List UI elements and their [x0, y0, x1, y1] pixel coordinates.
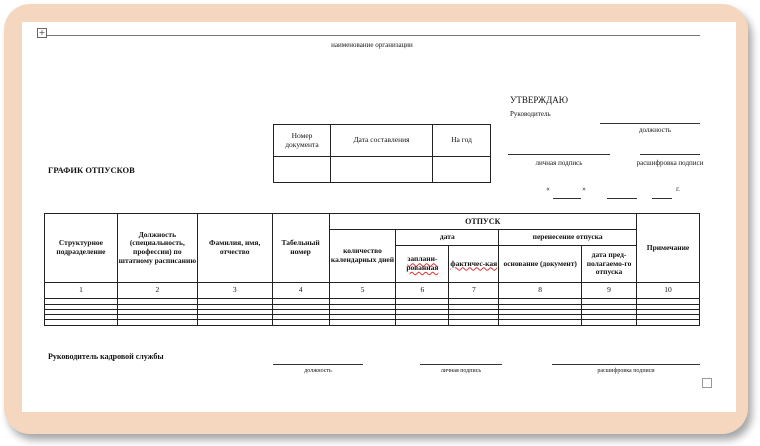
approval-year-line[interactable]: [652, 198, 672, 199]
date-quote-close: »: [582, 185, 586, 193]
hr-position-line[interactable]: [273, 364, 363, 365]
hr-signature-line[interactable]: [420, 364, 502, 365]
document-title: ГРАФИК ОТПУСКОВ: [48, 165, 135, 175]
structural-unit-header: Структурное подразделение: [45, 214, 118, 283]
document-page: [22, 22, 736, 412]
planned-date-header: заплани-рованная: [396, 246, 449, 283]
doc-date-cell[interactable]: [331, 157, 433, 183]
hr-decoding-caption: расшифровка подписи: [597, 368, 655, 374]
hr-decoding-line[interactable]: [552, 364, 700, 365]
table-move-handle-icon[interactable]: +: [38, 28, 46, 37]
year-suffix: г.: [676, 185, 680, 193]
table-row[interactable]: [45, 320, 700, 326]
column-number: 3: [197, 283, 272, 299]
full-name-header: Фамилия, имя, отчество: [197, 214, 272, 283]
approval-role: Руководитель: [510, 110, 551, 118]
column-number: 7: [449, 283, 499, 299]
date-group-header: дата: [396, 230, 499, 246]
doc-year-header: На год: [433, 125, 491, 157]
date-quote-open: «: [546, 185, 550, 193]
doc-date-header: Дата составления: [331, 125, 433, 157]
days-count-header: количество календарных дней: [329, 230, 396, 283]
note-header: Примечание: [637, 214, 700, 283]
approver-signature-line[interactable]: [508, 154, 610, 155]
postpone-group-header: перенесение отпуска: [499, 230, 637, 246]
org-caption: наименование организации: [331, 41, 413, 49]
column-number: 5: [329, 283, 396, 299]
approval-month-line[interactable]: [607, 198, 637, 199]
basis-document-header: основание (документ): [499, 246, 582, 283]
doc-number-header: Номер документа: [274, 125, 331, 157]
column-number: 4: [272, 283, 329, 299]
column-number: 10: [637, 283, 700, 299]
approval-heading: УТВЕРЖДАЮ: [510, 95, 569, 105]
document-info-table: [273, 124, 491, 183]
leave-group-header: ОТПУСК: [329, 214, 636, 230]
tab-number-header: Табельный номер: [272, 214, 329, 283]
vacation-schedule-table: [44, 213, 700, 326]
actual-date-header: фактичес-кая: [449, 246, 499, 283]
approver-position-caption: должность: [638, 126, 672, 134]
hr-head-label: Руководитель кадровой службы: [48, 352, 164, 361]
hr-signature-caption: личная подпись: [440, 368, 482, 374]
table-resize-handle-icon[interactable]: [702, 378, 712, 388]
hr-position-caption: должность: [304, 368, 332, 374]
column-number: 8: [499, 283, 582, 299]
organization-name-line[interactable]: [46, 35, 700, 36]
approval-day-line[interactable]: [553, 198, 581, 199]
column-number: 1: [45, 283, 118, 299]
doc-year-cell[interactable]: [433, 157, 491, 183]
doc-number-cell[interactable]: [274, 157, 331, 183]
position-header: Должность (специальность, профессии) по штатному расписанию: [117, 214, 197, 283]
approver-signature-caption: личная подпись: [535, 159, 583, 167]
column-number: 6: [396, 283, 449, 299]
column-number: 2: [117, 283, 197, 299]
column-number: 9: [582, 283, 637, 299]
approver-position-line[interactable]: [600, 123, 700, 124]
expected-date-header: дата пред-полагаемо-го отпуска: [582, 246, 637, 283]
approver-decoding-line[interactable]: [640, 154, 700, 155]
approver-decoding-caption: расшифровка подписи: [636, 159, 704, 167]
